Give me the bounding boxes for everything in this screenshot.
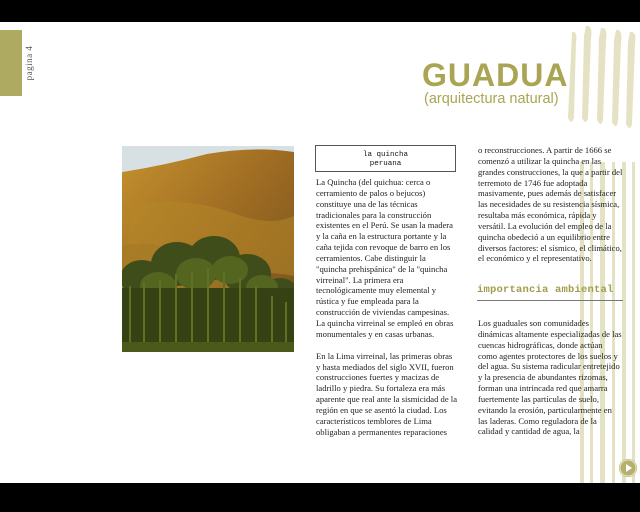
bamboo-forest-photo <box>122 146 294 352</box>
section-divider <box>477 300 623 301</box>
column2-paragraph-2: Los guaduales son comunidades dinámicas altamente especializadas de las cuencas hidrográficas, donde actúan como agentes protectores de los suelos y del agua. Su sistema radicular entretejido y la presencia de abundantes rizomas, forman una intrincada red que amarra fuertemente las partículas de suelo, evitando la erosión, particularmente en las laderas. Como reguladora de la calidad y cantidad de agua, la <box>478 318 622 437</box>
section-heading: importancia ambiental <box>477 284 614 296</box>
magazine-subtitle: (arquitectura natural) <box>424 91 559 107</box>
next-page-button[interactable] <box>619 459 637 477</box>
quote-line-2: peruana <box>369 160 402 168</box>
bottom-black-bar <box>0 483 640 512</box>
text-column-2-lower <box>478 318 623 437</box>
page-number-label: pagina 4 <box>24 45 34 81</box>
section-quote-box <box>315 145 456 172</box>
page-tab-marker <box>0 30 22 96</box>
text-column-1 <box>316 177 458 437</box>
column1-paragraph-1: La Quincha (del quichua: cerca o cerramiento de palos o bejucos) constituye una de las técnicas tradicionales para la construcción existentes en el Perú. Se usan la madera y la caña en la estructura portante y la caña tejida con revoque de barro en los cerramientos. Cabe distinguir la "quincha prehispánica" de la "quincha virreinal". La primera era tecnológicamente muy elemental y rústica y fue empleada para la construcción de viviendas campesinas. La quincha virreinal se empleó en obras monumentales y en casas urbanas. <box>316 177 454 339</box>
top-black-bar <box>0 0 640 22</box>
column1-paragraph-2: En la Lima virreinal, las primeras obras y hasta mediados del siglo XVII, fueron construcciones fuertes y macizas de ladrillo y piedra. Su fortaleza era más aparente que real ante la sismicidad de la región en que se asentó la ciudad. Los característicos temblores de Lima obligaban a permanentes reparaciones <box>316 350 458 437</box>
column2-paragraph-1: o reconstrucciones. A partir de 1666 se comenzó a utilizar la quincha en las grandes construcciones, la que a partir del terremoto de 1746 fue adoptada masivamente, pues además de satisfacer las necesidades de su resistencia sísmica, resultaba más económica, rápida y versátil. La evolución del empleo de la quincha obedeció a un equilibrio entre diversos factores: el sísmico, el climático, el económico y el representativo. <box>478 145 623 264</box>
text-column-2 <box>478 145 623 264</box>
magazine-title: GUADUA <box>422 57 569 93</box>
play-next-icon <box>619 459 637 477</box>
quote-line-1: la quincha <box>362 151 408 159</box>
magazine-page <box>0 22 640 483</box>
